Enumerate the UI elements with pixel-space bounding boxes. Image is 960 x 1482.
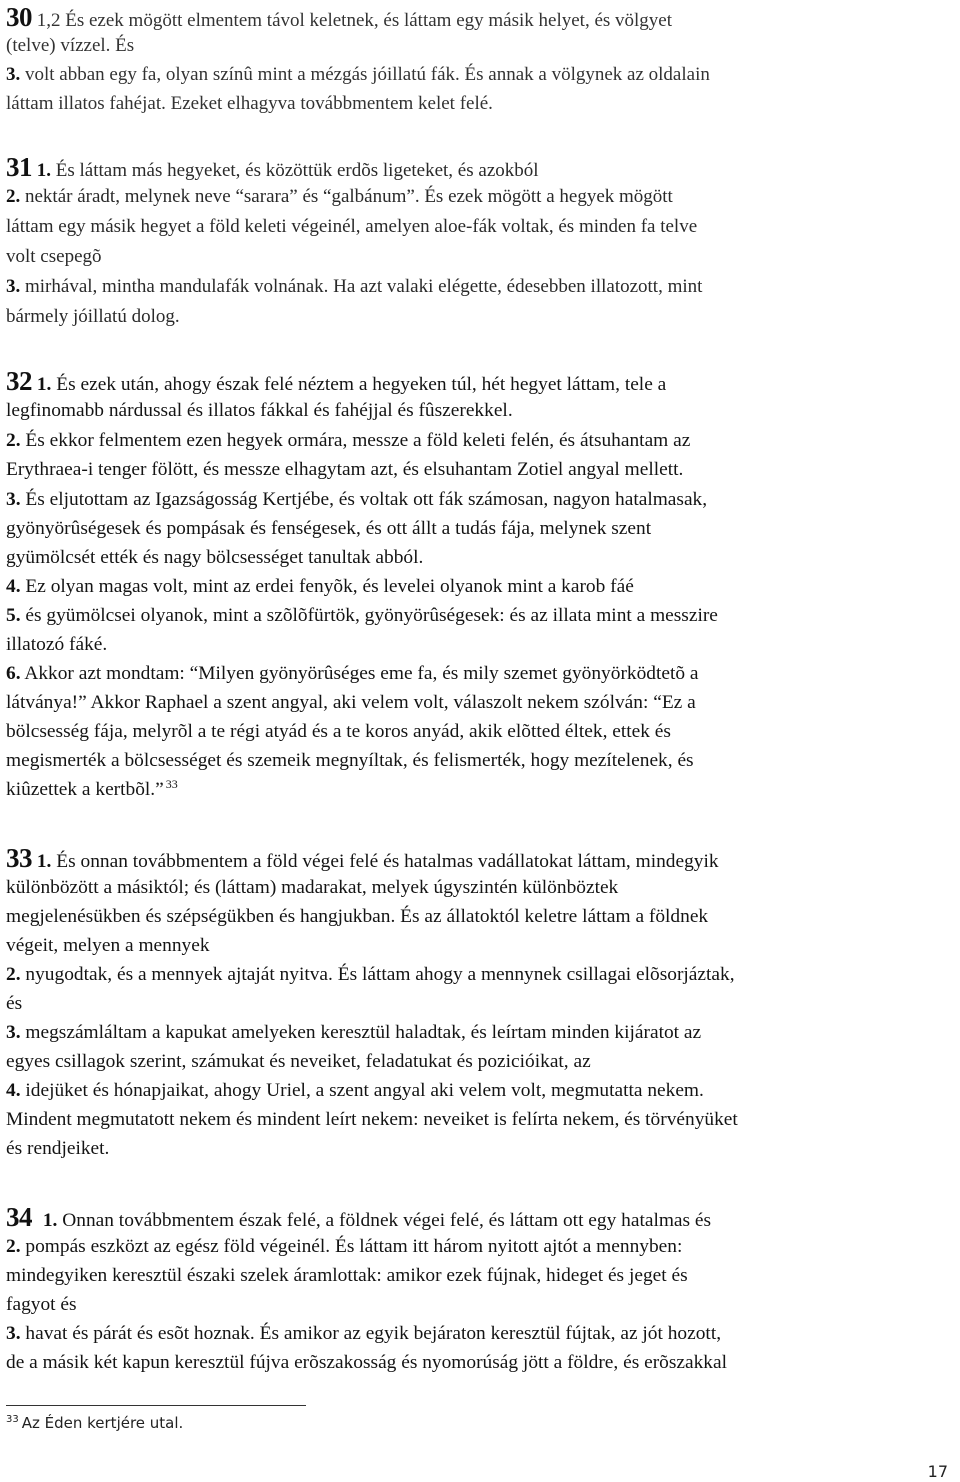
text-line: [6, 154, 539, 181]
text-line: [6, 965, 735, 984]
verse-text: és gyümölcsei olyanok, mint a szõlõfürtök, gyönyörûségesek: és az illata mint a messzire: [25, 605, 718, 626]
text-line: [6, 577, 634, 596]
text-line: egyes csillagok szerint, számukat és neveiket, feladatukat és pozicióikat, az: [6, 1051, 591, 1072]
text-line: Mindent megmutatott nekem és mindent leírt nekem: neveiket is felírta nekem, és törvényüket: [6, 1109, 738, 1130]
text-line: [6, 845, 719, 872]
verse-text: És ezek után, ahogy észak felé néztem a hegyeken túl, hét hegyet láttam, tele a: [56, 374, 667, 395]
text-line: [6, 187, 673, 206]
verse-number: 3.: [6, 1323, 21, 1344]
text-line: [6, 431, 690, 450]
text-line: [6, 776, 178, 800]
text-line: [6, 277, 702, 296]
text-line: de a másik két kapun keresztül fújva erõszakosság és nyomorúság jött a földre, és erõszakkal: [6, 1352, 727, 1373]
verse-number: 1,2: [36, 10, 61, 31]
text-line: és: [6, 993, 23, 1014]
verse-text: Ez olyan magas volt, mint az erdei fenyõk, és levelei olyanok mint a karob fáé: [25, 576, 634, 597]
verse-text: volt abban egy fa, olyan színû mint a mézgás jóillatú fák. És annak a völgynek az oldalain: [25, 64, 710, 85]
chapter-number: 32: [6, 366, 32, 396]
text-line: [6, 664, 699, 683]
footnote-text: Az Éden kertjére utal.: [21, 1414, 184, 1432]
verse-number: 1.: [36, 374, 52, 395]
verse-number: 3.: [6, 276, 21, 297]
footnote: [6, 1414, 183, 1432]
text-line: látványa!” Akkor Raphael a szent angyal, aki velem volt, válaszolt nekem szólván: “Ez a: [6, 692, 696, 713]
verse-number: 1.: [36, 851, 52, 872]
chapter-number: 34: [6, 1202, 32, 1232]
text-line: [6, 1204, 711, 1231]
verse-text: mirhával, mintha mandulafák volnának. Ha azt valaki elégette, édesebben illatozott, mint: [25, 276, 703, 297]
text-line: [6, 65, 710, 84]
text-line: láttam egy másik hegyet a föld keleti végeinél, amelyen aloe-fák voltak, és minden fa telve: [6, 216, 698, 237]
footnote-separator: [6, 1405, 306, 1406]
text-line: gyümölcsét ették és nagy bölcsességet tanultak abból.: [6, 547, 424, 568]
text-line: [6, 1081, 704, 1100]
page-number: 17: [927, 1462, 948, 1481]
verse-text: És eljutottam az Igazságosság Kertjébe, és voltak ott fák számosan, nagyon hatalmasak,: [25, 489, 708, 510]
verse-number: 6.: [6, 663, 21, 684]
chapter-number: 31: [6, 152, 32, 182]
text-line: [6, 490, 707, 509]
verse-number: 1.: [36, 160, 51, 181]
verse-number: 2.: [6, 964, 21, 985]
text-line: Erythraea-i tenger fölött, és messze elhagytam azt, és elsuhantam Zotiel angyal mellett.: [6, 459, 684, 480]
text-line: [6, 368, 666, 395]
text-line: mindegyiken keresztül északi szelek áramlottak: amikor ezek fújnak, hideget és jeget és: [6, 1265, 688, 1286]
text-line: [6, 4, 672, 31]
text-line: megjelenésükben és szépségükben és hangjukban. És az állatoktól keletre láttam a földnek: [6, 906, 709, 927]
verse-text: nektár áradt, melynek neve “sarara” és “galbánum”. És ezek mögött a hegyek mögött: [25, 186, 673, 207]
verse-number: 2.: [6, 1236, 21, 1257]
text-line: különbözött a másiktól; és (láttam) madarakat, melyek úgyszintén különböztek: [6, 877, 619, 898]
footnote-number: 33: [6, 1414, 19, 1425]
verse-text: És ekkor felmentem ezen hegyek ormára, messze a föld keleti felén, és átsuhantam az: [25, 430, 691, 451]
text-line: [6, 1023, 701, 1042]
text-line: bármely jóillatú dolog.: [6, 306, 180, 327]
verse-number: 3.: [6, 64, 21, 85]
verse-number: 5.: [6, 605, 21, 626]
text-line: megismerték a bölcsességet és szemeik megnyíltak, és felismerték, hogy mezítelenek, és: [6, 750, 694, 771]
verse-text: És ezek mögött elmentem távol keletnek, és láttam egy másik helyet, és völgyet: [65, 10, 673, 31]
verse-text: pompás eszközt az egész föld végeinél. És láttam itt három nyitott ajtót a mennyben:: [25, 1236, 683, 1257]
text-line: illatozó fáké.: [6, 634, 108, 655]
verse-number: 1.: [42, 1210, 58, 1231]
text-line: [6, 1324, 721, 1343]
text-line: fagyot és: [6, 1294, 77, 1315]
verse-number: 2.: [6, 186, 21, 207]
text-line: végeit, melyen a mennyek: [6, 935, 210, 956]
verse-text: megszámláltam a kapukat amelyeken keresztül haladtak, és leírtam minden kijáratot az: [25, 1022, 702, 1043]
text-line: bölcsesség fája, melyrõl a te régi atyád és a te koros anyád, akik elõtted éltek, ettek és: [6, 721, 671, 742]
verse-text: idejüket és hónapjaikat, ahogy Uriel, a szent angyal aki velem volt, megmutatta nekem.: [25, 1080, 704, 1101]
footnote-reference[interactable]: 33: [165, 776, 178, 791]
text-line: legfinomabb nárdussal és illatos fákkal és fahéjjal és fûszerekkel.: [6, 400, 513, 421]
verse-number: 3.: [6, 1022, 21, 1043]
verse-text: Onnan továbbmentem észak felé, a földnek végei felé, és láttam ott egy hatalmas és: [62, 1210, 712, 1231]
text-line: és rendjeiket.: [6, 1138, 110, 1159]
text-line: [6, 1237, 682, 1256]
text-line: láttam illatos fahéjat. Ezeket elhagyva továbbmentem kelet felé.: [6, 93, 493, 114]
text-line: (telve) vízzel. És: [6, 35, 135, 56]
verse-number: 4.: [6, 576, 21, 597]
chapter-number: 33: [6, 843, 32, 873]
verse-text: kiûzettek a kertbõl.”: [6, 779, 164, 800]
chapter-number: 30: [6, 2, 32, 32]
text-line: gyönyörûségesek és pompásak és fenségesek, és ott állt a tudás fája, melynek szent: [6, 518, 652, 539]
verse-text: havat és párát és esõt hoznak. És amikor az egyik bejáraton keresztül fújtak, az jót hozott,: [25, 1323, 722, 1344]
text-line: [6, 606, 718, 625]
verse-number: 3.: [6, 489, 21, 510]
verse-text: Akkor azt mondtam: “Milyen gyönyörûséges eme fa, és mily szemet gyönyörködtetõ a: [24, 663, 699, 684]
verse-text: És onnan továbbmentem a föld végei felé és hatalmas vadállatokat láttam, mindegyik: [56, 851, 719, 872]
verse-text: És láttam más hegyeket, és közöttük erdõs ligeteket, és azokból: [55, 160, 539, 181]
verse-text: nyugodtak, és a mennyek ajtaját nyitva. És láttam ahogy a mennynek csillagai elõsorjáztak,: [25, 964, 735, 985]
verse-number: 4.: [6, 1080, 21, 1101]
text-line: volt csepegõ: [6, 246, 102, 267]
verse-number: 2.: [6, 430, 21, 451]
